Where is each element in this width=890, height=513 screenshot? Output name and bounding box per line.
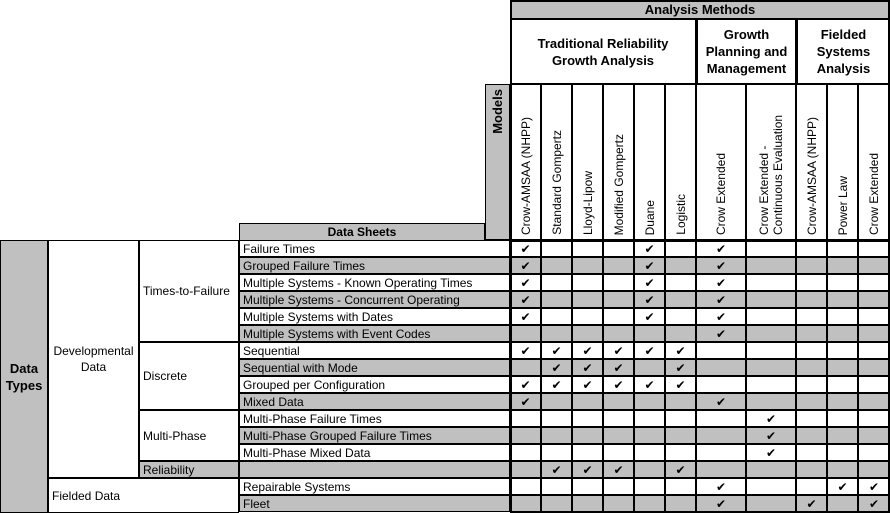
matrix-cell bbox=[634, 376, 665, 393]
group-fielded-systems-header: Fielded Systems Analysis bbox=[796, 18, 890, 84]
matrix-cell bbox=[796, 325, 827, 342]
data-sheet-row-label: Multi-Phase Failure Times bbox=[239, 410, 510, 427]
matrix-cell bbox=[572, 308, 603, 325]
matrix-cell bbox=[541, 359, 572, 376]
check-mark-icon: ✔ bbox=[765, 445, 777, 460]
check-mark-icon: ✔ bbox=[715, 292, 727, 307]
separator-growth-planning bbox=[695, 18, 697, 513]
separator-fielded-systems bbox=[795, 18, 797, 513]
matrix-cell bbox=[510, 478, 541, 495]
matrix-cell bbox=[572, 410, 603, 427]
check-mark-icon: ✔ bbox=[644, 258, 655, 273]
matrix-cell bbox=[858, 478, 890, 495]
matrix-cell bbox=[827, 427, 858, 444]
check-mark-icon: ✔ bbox=[520, 292, 531, 307]
matrix-cell bbox=[541, 325, 572, 342]
matrix-cell bbox=[827, 308, 858, 325]
matrix-cell bbox=[858, 257, 890, 274]
matrix-cell bbox=[510, 342, 541, 359]
matrix-cell bbox=[572, 274, 603, 291]
matrix-cell bbox=[746, 291, 796, 308]
data-sheet-row-label: Mixed Data bbox=[239, 393, 510, 410]
matrix-cell bbox=[603, 240, 634, 257]
matrix-cell bbox=[541, 291, 572, 308]
model-column-header bbox=[665, 84, 696, 240]
check-mark-icon: ✔ bbox=[675, 462, 686, 477]
check-mark-icon: ✔ bbox=[715, 309, 727, 324]
matrix-cell bbox=[858, 359, 890, 376]
data-sheet-row-label: Multiple Systems - Known Operating Times bbox=[239, 274, 510, 291]
matrix-cell bbox=[796, 376, 827, 393]
matrix-cell bbox=[796, 359, 827, 376]
matrix-cell bbox=[796, 308, 827, 325]
check-mark-icon: ✔ bbox=[613, 343, 624, 358]
check-mark-icon: ✔ bbox=[613, 377, 624, 392]
check-mark-icon: ✔ bbox=[582, 377, 593, 392]
matrix-cell bbox=[827, 359, 858, 376]
data-sheet-row-label: Repairable Systems bbox=[239, 478, 510, 495]
matrix-cell bbox=[858, 461, 890, 478]
matrix-cell bbox=[541, 427, 572, 444]
model-column-header bbox=[572, 84, 603, 240]
matrix-cell bbox=[665, 291, 696, 308]
matrix-cell bbox=[665, 342, 696, 359]
matrix-cell bbox=[665, 240, 696, 257]
matrix-cell bbox=[696, 308, 746, 325]
check-mark-icon: ✔ bbox=[806, 496, 817, 511]
matrix-cell bbox=[603, 444, 634, 461]
model-name: Crow Extended bbox=[867, 152, 881, 235]
matrix-cell bbox=[858, 427, 890, 444]
matrix-cell bbox=[665, 257, 696, 274]
matrix-cell bbox=[827, 444, 858, 461]
matrix-cell bbox=[603, 461, 634, 478]
matrix-cell bbox=[796, 478, 827, 495]
matrix-cell bbox=[634, 308, 665, 325]
check-mark-icon: ✔ bbox=[551, 343, 562, 358]
matrix-cell bbox=[510, 291, 541, 308]
matrix-cell bbox=[603, 359, 634, 376]
matrix-cell bbox=[634, 427, 665, 444]
matrix-cell bbox=[696, 376, 746, 393]
matrix-cell bbox=[696, 274, 746, 291]
matrix-cell bbox=[541, 240, 572, 257]
check-mark-icon: ✔ bbox=[715, 258, 727, 273]
data-sheet-row-label: Failure Times bbox=[239, 240, 510, 257]
model-name: Duane bbox=[642, 199, 657, 235]
matrix-cell bbox=[858, 308, 890, 325]
matrix-cell bbox=[634, 342, 665, 359]
developmental-data-label: Developmental Data bbox=[48, 240, 139, 478]
matrix-cell bbox=[858, 495, 890, 512]
multi-phase-label: Multi-Phase bbox=[139, 410, 239, 461]
matrix-cell bbox=[603, 342, 634, 359]
matrix-cell bbox=[510, 325, 541, 342]
matrix-cell bbox=[603, 376, 634, 393]
matrix-cell bbox=[746, 461, 796, 478]
models-label bbox=[485, 84, 510, 240]
analysis-methods-header: Analysis Methods bbox=[510, 0, 890, 18]
matrix-cell bbox=[634, 444, 665, 461]
model-column-header bbox=[827, 84, 858, 240]
check-mark-icon: ✔ bbox=[868, 479, 880, 494]
matrix-cell bbox=[572, 359, 603, 376]
matrix-cell bbox=[541, 393, 572, 410]
check-mark-icon: ✔ bbox=[644, 309, 655, 324]
matrix-cell bbox=[827, 274, 858, 291]
matrix-cell bbox=[634, 240, 665, 257]
matrix-cell bbox=[858, 342, 890, 359]
model-name: Crow Extended bbox=[714, 152, 728, 235]
check-mark-icon: ✔ bbox=[520, 343, 531, 358]
matrix-cell bbox=[572, 393, 603, 410]
matrix-cell bbox=[696, 410, 746, 427]
model-name: Power Law bbox=[835, 175, 850, 235]
matrix-cell bbox=[634, 257, 665, 274]
matrix-cell bbox=[634, 478, 665, 495]
matrix-cell bbox=[665, 461, 696, 478]
matrix-cell bbox=[796, 342, 827, 359]
matrix-cell bbox=[746, 376, 796, 393]
matrix-cell bbox=[634, 359, 665, 376]
matrix-cell bbox=[796, 427, 827, 444]
matrix-cell bbox=[858, 444, 890, 461]
matrix-cell bbox=[746, 342, 796, 359]
matrix-cell bbox=[665, 393, 696, 410]
matrix-cell bbox=[746, 410, 796, 427]
matrix-cell bbox=[696, 478, 746, 495]
matrix-cell bbox=[665, 410, 696, 427]
check-mark-icon: ✔ bbox=[675, 343, 686, 358]
matrix-cell bbox=[541, 444, 572, 461]
matrix-cell bbox=[827, 410, 858, 427]
data-sheet-row-label: Multiple Systems with Dates bbox=[239, 308, 510, 325]
check-mark-icon: ✔ bbox=[715, 496, 727, 511]
check-mark-icon: ✔ bbox=[765, 411, 777, 426]
data-sheet-row-label bbox=[239, 461, 510, 478]
matrix-cell bbox=[746, 274, 796, 291]
matrix-cell bbox=[827, 376, 858, 393]
check-mark-icon: ✔ bbox=[551, 360, 562, 375]
check-mark-icon: ✔ bbox=[715, 394, 727, 409]
check-mark-icon: ✔ bbox=[675, 377, 686, 392]
check-mark-icon: ✔ bbox=[644, 275, 655, 290]
model-column-header bbox=[858, 84, 890, 240]
matrix-cell bbox=[510, 274, 541, 291]
matrix-cell bbox=[827, 461, 858, 478]
matrix-cell bbox=[541, 478, 572, 495]
matrix-cell bbox=[572, 291, 603, 308]
matrix-cell bbox=[634, 274, 665, 291]
matrix-cell bbox=[603, 308, 634, 325]
check-mark-icon: ✔ bbox=[551, 462, 562, 477]
times-to-failure-label: Times-to-Failure bbox=[139, 240, 239, 342]
fielded-data-label: Fielded Data bbox=[48, 478, 239, 513]
matrix-cell bbox=[510, 359, 541, 376]
matrix-cell bbox=[510, 444, 541, 461]
matrix-cell bbox=[827, 393, 858, 410]
model-name: Logistic bbox=[673, 194, 688, 235]
matrix-cell bbox=[696, 291, 746, 308]
matrix-cell bbox=[510, 495, 541, 512]
check-mark-icon: ✔ bbox=[765, 428, 777, 443]
matrix-cell bbox=[796, 393, 827, 410]
reliability-label: Reliability bbox=[139, 461, 239, 478]
data-sheet-row-label: Multiple Systems with Event Codes bbox=[239, 325, 510, 342]
matrix-cell bbox=[746, 308, 796, 325]
matrix-cell bbox=[796, 410, 827, 427]
model-name: Standard Gompertz bbox=[549, 130, 564, 235]
matrix-cell bbox=[665, 376, 696, 393]
matrix-cell bbox=[858, 291, 890, 308]
check-mark-icon: ✔ bbox=[644, 377, 655, 392]
matrix-cell bbox=[796, 274, 827, 291]
check-mark-icon: ✔ bbox=[715, 241, 727, 256]
matrix-cell bbox=[603, 427, 634, 444]
model-column-header bbox=[746, 84, 796, 240]
model-column-header bbox=[696, 84, 746, 240]
matrix-cell bbox=[696, 240, 746, 257]
check-mark-icon: ✔ bbox=[582, 462, 593, 477]
discrete-label: Discrete bbox=[139, 342, 239, 410]
matrix-cell bbox=[827, 257, 858, 274]
matrix-cell bbox=[572, 257, 603, 274]
matrix-cell bbox=[665, 427, 696, 444]
matrix-cell bbox=[746, 427, 796, 444]
matrix-cell bbox=[603, 291, 634, 308]
matrix-cell bbox=[541, 461, 572, 478]
check-mark-icon: ✔ bbox=[582, 343, 593, 358]
matrix-cell bbox=[572, 342, 603, 359]
matrix-cell bbox=[634, 393, 665, 410]
matrix-cell bbox=[696, 342, 746, 359]
matrix-cell bbox=[696, 495, 746, 512]
check-mark-icon: ✔ bbox=[520, 275, 531, 290]
model-column-header bbox=[634, 84, 665, 240]
matrix-cell bbox=[665, 359, 696, 376]
matrix-cell bbox=[796, 495, 827, 512]
data-sheets-header: Data Sheets bbox=[239, 223, 485, 240]
matrix-cell bbox=[572, 427, 603, 444]
matrix-cell bbox=[858, 274, 890, 291]
check-mark-icon: ✔ bbox=[715, 326, 727, 341]
group-growth-planning-header: Growth Planning and Management bbox=[696, 18, 796, 84]
matrix-cell bbox=[603, 257, 634, 274]
matrix-cell bbox=[827, 478, 858, 495]
matrix-cell bbox=[603, 274, 634, 291]
matrix-cell bbox=[572, 376, 603, 393]
matrix-cell bbox=[541, 308, 572, 325]
models-label-text: Models bbox=[490, 89, 505, 134]
matrix-cell bbox=[696, 393, 746, 410]
matrix-cell bbox=[746, 240, 796, 257]
check-mark-icon: ✔ bbox=[715, 275, 727, 290]
matrix-cell bbox=[541, 410, 572, 427]
check-mark-icon: ✔ bbox=[582, 360, 593, 375]
model-name: Crow Extended - Continuous Evaluation bbox=[757, 114, 785, 235]
matrix-cell bbox=[634, 325, 665, 342]
matrix-cell bbox=[696, 325, 746, 342]
matrix-cell bbox=[541, 376, 572, 393]
data-sheet-row-label: Grouped per Configuration bbox=[239, 376, 510, 393]
matrix-cell bbox=[827, 495, 858, 512]
data-sheet-row-label: Grouped Failure Times bbox=[239, 257, 510, 274]
matrix-cell bbox=[696, 427, 746, 444]
check-mark-icon: ✔ bbox=[520, 258, 531, 273]
matrix-cell bbox=[796, 444, 827, 461]
matrix-cell bbox=[665, 308, 696, 325]
model-column-header bbox=[603, 84, 634, 240]
group-traditional-header: Traditional Reliability Growth Analysis bbox=[510, 18, 696, 84]
check-mark-icon: ✔ bbox=[613, 462, 624, 477]
matrix-cell bbox=[796, 461, 827, 478]
matrix-cell bbox=[796, 240, 827, 257]
matrix-cell bbox=[746, 359, 796, 376]
model-name: Lloyd-Lipow bbox=[580, 170, 595, 235]
check-mark-icon: ✔ bbox=[644, 343, 655, 358]
matrix-cell bbox=[827, 240, 858, 257]
matrix-cell bbox=[696, 444, 746, 461]
check-mark-icon: ✔ bbox=[613, 360, 624, 375]
matrix-cell bbox=[603, 495, 634, 512]
matrix-cell bbox=[541, 257, 572, 274]
data-sheet-row-label: Multi-Phase Grouped Failure Times bbox=[239, 427, 510, 444]
matrix-cell bbox=[634, 495, 665, 512]
matrix-cell bbox=[796, 257, 827, 274]
matrix-cell bbox=[510, 410, 541, 427]
check-mark-icon: ✔ bbox=[520, 394, 531, 409]
matrix-cell bbox=[603, 478, 634, 495]
matrix-cell bbox=[665, 325, 696, 342]
matrix-cell bbox=[746, 257, 796, 274]
data-types-label: Data Types bbox=[0, 240, 48, 513]
data-sheet-row-label: Multiple Systems - Concurrent Operating bbox=[239, 291, 510, 308]
matrix-cell bbox=[746, 393, 796, 410]
matrix-cell bbox=[510, 308, 541, 325]
matrix-cell bbox=[746, 325, 796, 342]
model-name: Modified Gompertz bbox=[611, 133, 626, 235]
matrix-cell bbox=[510, 393, 541, 410]
check-mark-icon: ✔ bbox=[644, 241, 655, 256]
data-sheet-row-label: Multi-Phase Mixed Data bbox=[239, 444, 510, 461]
matrix-cell bbox=[510, 427, 541, 444]
matrix-cell bbox=[510, 257, 541, 274]
matrix-cell bbox=[665, 274, 696, 291]
check-mark-icon: ✔ bbox=[520, 377, 531, 392]
matrix-cell bbox=[572, 478, 603, 495]
matrix-cell bbox=[746, 444, 796, 461]
matrix-cell bbox=[827, 291, 858, 308]
data-sheet-row-label: Fleet bbox=[239, 495, 510, 512]
model-name: Crow-AMSAA (NHPP) bbox=[518, 116, 533, 235]
check-mark-icon: ✔ bbox=[868, 496, 880, 511]
check-mark-icon: ✔ bbox=[644, 292, 655, 307]
check-mark-icon: ✔ bbox=[837, 479, 848, 494]
matrix-cell bbox=[634, 461, 665, 478]
model-name: Crow-AMSAA (NHPP) bbox=[804, 116, 819, 235]
check-mark-icon: ✔ bbox=[520, 241, 531, 256]
matrix-cell bbox=[746, 478, 796, 495]
matrix-cell bbox=[541, 495, 572, 512]
data-sheet-row-label: Sequential with Mode bbox=[239, 359, 510, 376]
matrix-cell bbox=[858, 393, 890, 410]
matrix-cell bbox=[665, 444, 696, 461]
matrix-cell bbox=[746, 495, 796, 512]
check-mark-icon: ✔ bbox=[551, 377, 562, 392]
matrix-cell bbox=[603, 325, 634, 342]
matrix-cell bbox=[827, 342, 858, 359]
matrix-cell bbox=[827, 325, 858, 342]
matrix-cell bbox=[603, 393, 634, 410]
matrix-cell bbox=[696, 257, 746, 274]
matrix-cell bbox=[858, 376, 890, 393]
matrix-cell bbox=[696, 461, 746, 478]
data-sheet-row-label: Sequential bbox=[239, 342, 510, 359]
matrix-cell bbox=[665, 495, 696, 512]
matrix-cell bbox=[858, 410, 890, 427]
matrix-cell bbox=[696, 359, 746, 376]
matrix-cell bbox=[572, 325, 603, 342]
matrix-cell bbox=[858, 240, 890, 257]
check-mark-icon: ✔ bbox=[675, 360, 686, 375]
matrix-cell bbox=[541, 342, 572, 359]
check-mark-icon: ✔ bbox=[520, 309, 531, 324]
matrix-cell bbox=[572, 461, 603, 478]
model-column-header bbox=[796, 84, 827, 240]
matrix-cell bbox=[634, 410, 665, 427]
matrix-cell bbox=[510, 376, 541, 393]
matrix-cell bbox=[541, 274, 572, 291]
matrix-cell bbox=[665, 478, 696, 495]
matrix-cell bbox=[572, 240, 603, 257]
matrix-cell bbox=[510, 461, 541, 478]
check-mark-icon: ✔ bbox=[715, 479, 727, 494]
matrix-cell bbox=[634, 291, 665, 308]
matrix-cell bbox=[572, 495, 603, 512]
matrix-cell bbox=[510, 240, 541, 257]
matrix-cell bbox=[858, 325, 890, 342]
matrix-cell bbox=[796, 291, 827, 308]
model-column-header bbox=[510, 84, 541, 240]
matrix-cell bbox=[572, 444, 603, 461]
matrix-cell bbox=[603, 410, 634, 427]
model-column-header bbox=[541, 84, 572, 240]
